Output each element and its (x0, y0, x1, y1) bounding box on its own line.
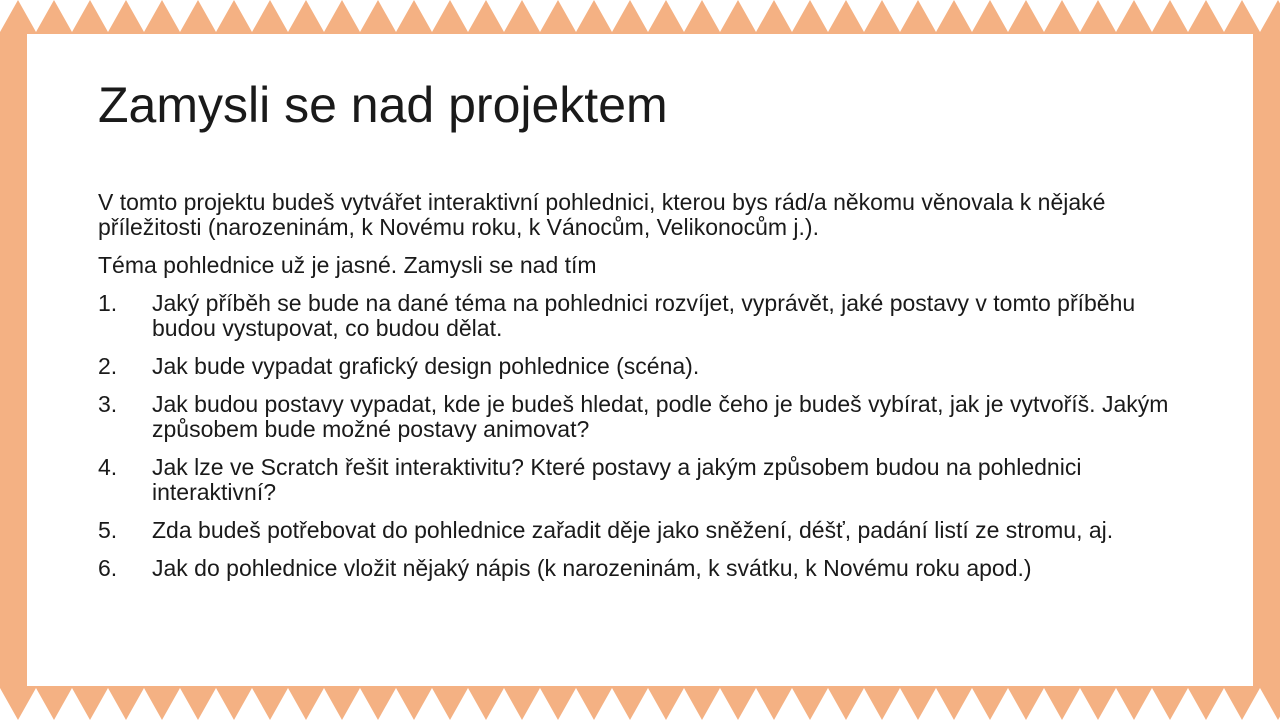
slide-content (98, 70, 1198, 594)
intro-paragraph: V tomto projektu budeš vytvářet interaktivní pohlednici, kterou bys rád/a někomu věnovala k nějaké příležitosti (narozeninám, k Novému roku, k Vánocům, Velikonocům j.). (98, 189, 1106, 240)
list-item-text: Zda budeš potřebovat do pohlednice zařadit děje jako sněžení, déšť, padání listí ze stromu, aj. (152, 517, 1114, 543)
slide-title: Zamysli se nad projektem (98, 77, 668, 133)
list-item-number: 3. (98, 391, 118, 417)
list-item-number: 5. (98, 517, 118, 543)
list-item (98, 354, 1198, 379)
list-item (98, 455, 1198, 505)
slide-body (98, 190, 1198, 581)
list-item-text: Jak bude vypadat grafický design pohlednice (scéna). (152, 353, 700, 379)
list-item-text: Jaký příběh se bude na dané téma na pohlednici rozvíjet, vyprávět, jaké postavy v tomto příběhu budou vystupovat, co budou dělat. (152, 290, 1136, 341)
list-item-number: 2. (98, 353, 118, 379)
list-item (98, 556, 1198, 581)
list-item-number: 4. (98, 454, 118, 480)
decorative-border-right (1253, 0, 1280, 720)
list-item-text: Jak do pohlednice vložit nějaký nápis (k narozeninám, k svátku, k Novému roku apod.) (152, 555, 1032, 581)
decorative-triangle-band-top (0, 0, 1280, 34)
list-item (98, 392, 1198, 442)
decorative-triangle-band-bottom (0, 686, 1280, 720)
list-item (98, 291, 1198, 341)
list-item-text: Jak lze ve Scratch řešit interaktivitu? Které postavy a jakým způsobem budou na pohlednici interaktivní? (152, 454, 1082, 505)
triangle-pattern-bottom (0, 686, 1280, 720)
triangle-pattern-top (0, 0, 1280, 34)
list-item (98, 518, 1198, 543)
list-item-number: 1. (98, 290, 118, 316)
decorative-border-left (0, 0, 27, 720)
question-list (98, 291, 1198, 581)
list-item-number: 6. (98, 555, 118, 581)
prompt-paragraph: Téma pohlednice už je jasné. Zamysli se nad tím (98, 252, 597, 278)
list-item-text: Jak budou postavy vypadat, kde je budeš hledat, podle čeho je budeš vybírat, jak je vytvoříš. Jakým způsobem bude možné postavy animovat? (152, 391, 1169, 442)
